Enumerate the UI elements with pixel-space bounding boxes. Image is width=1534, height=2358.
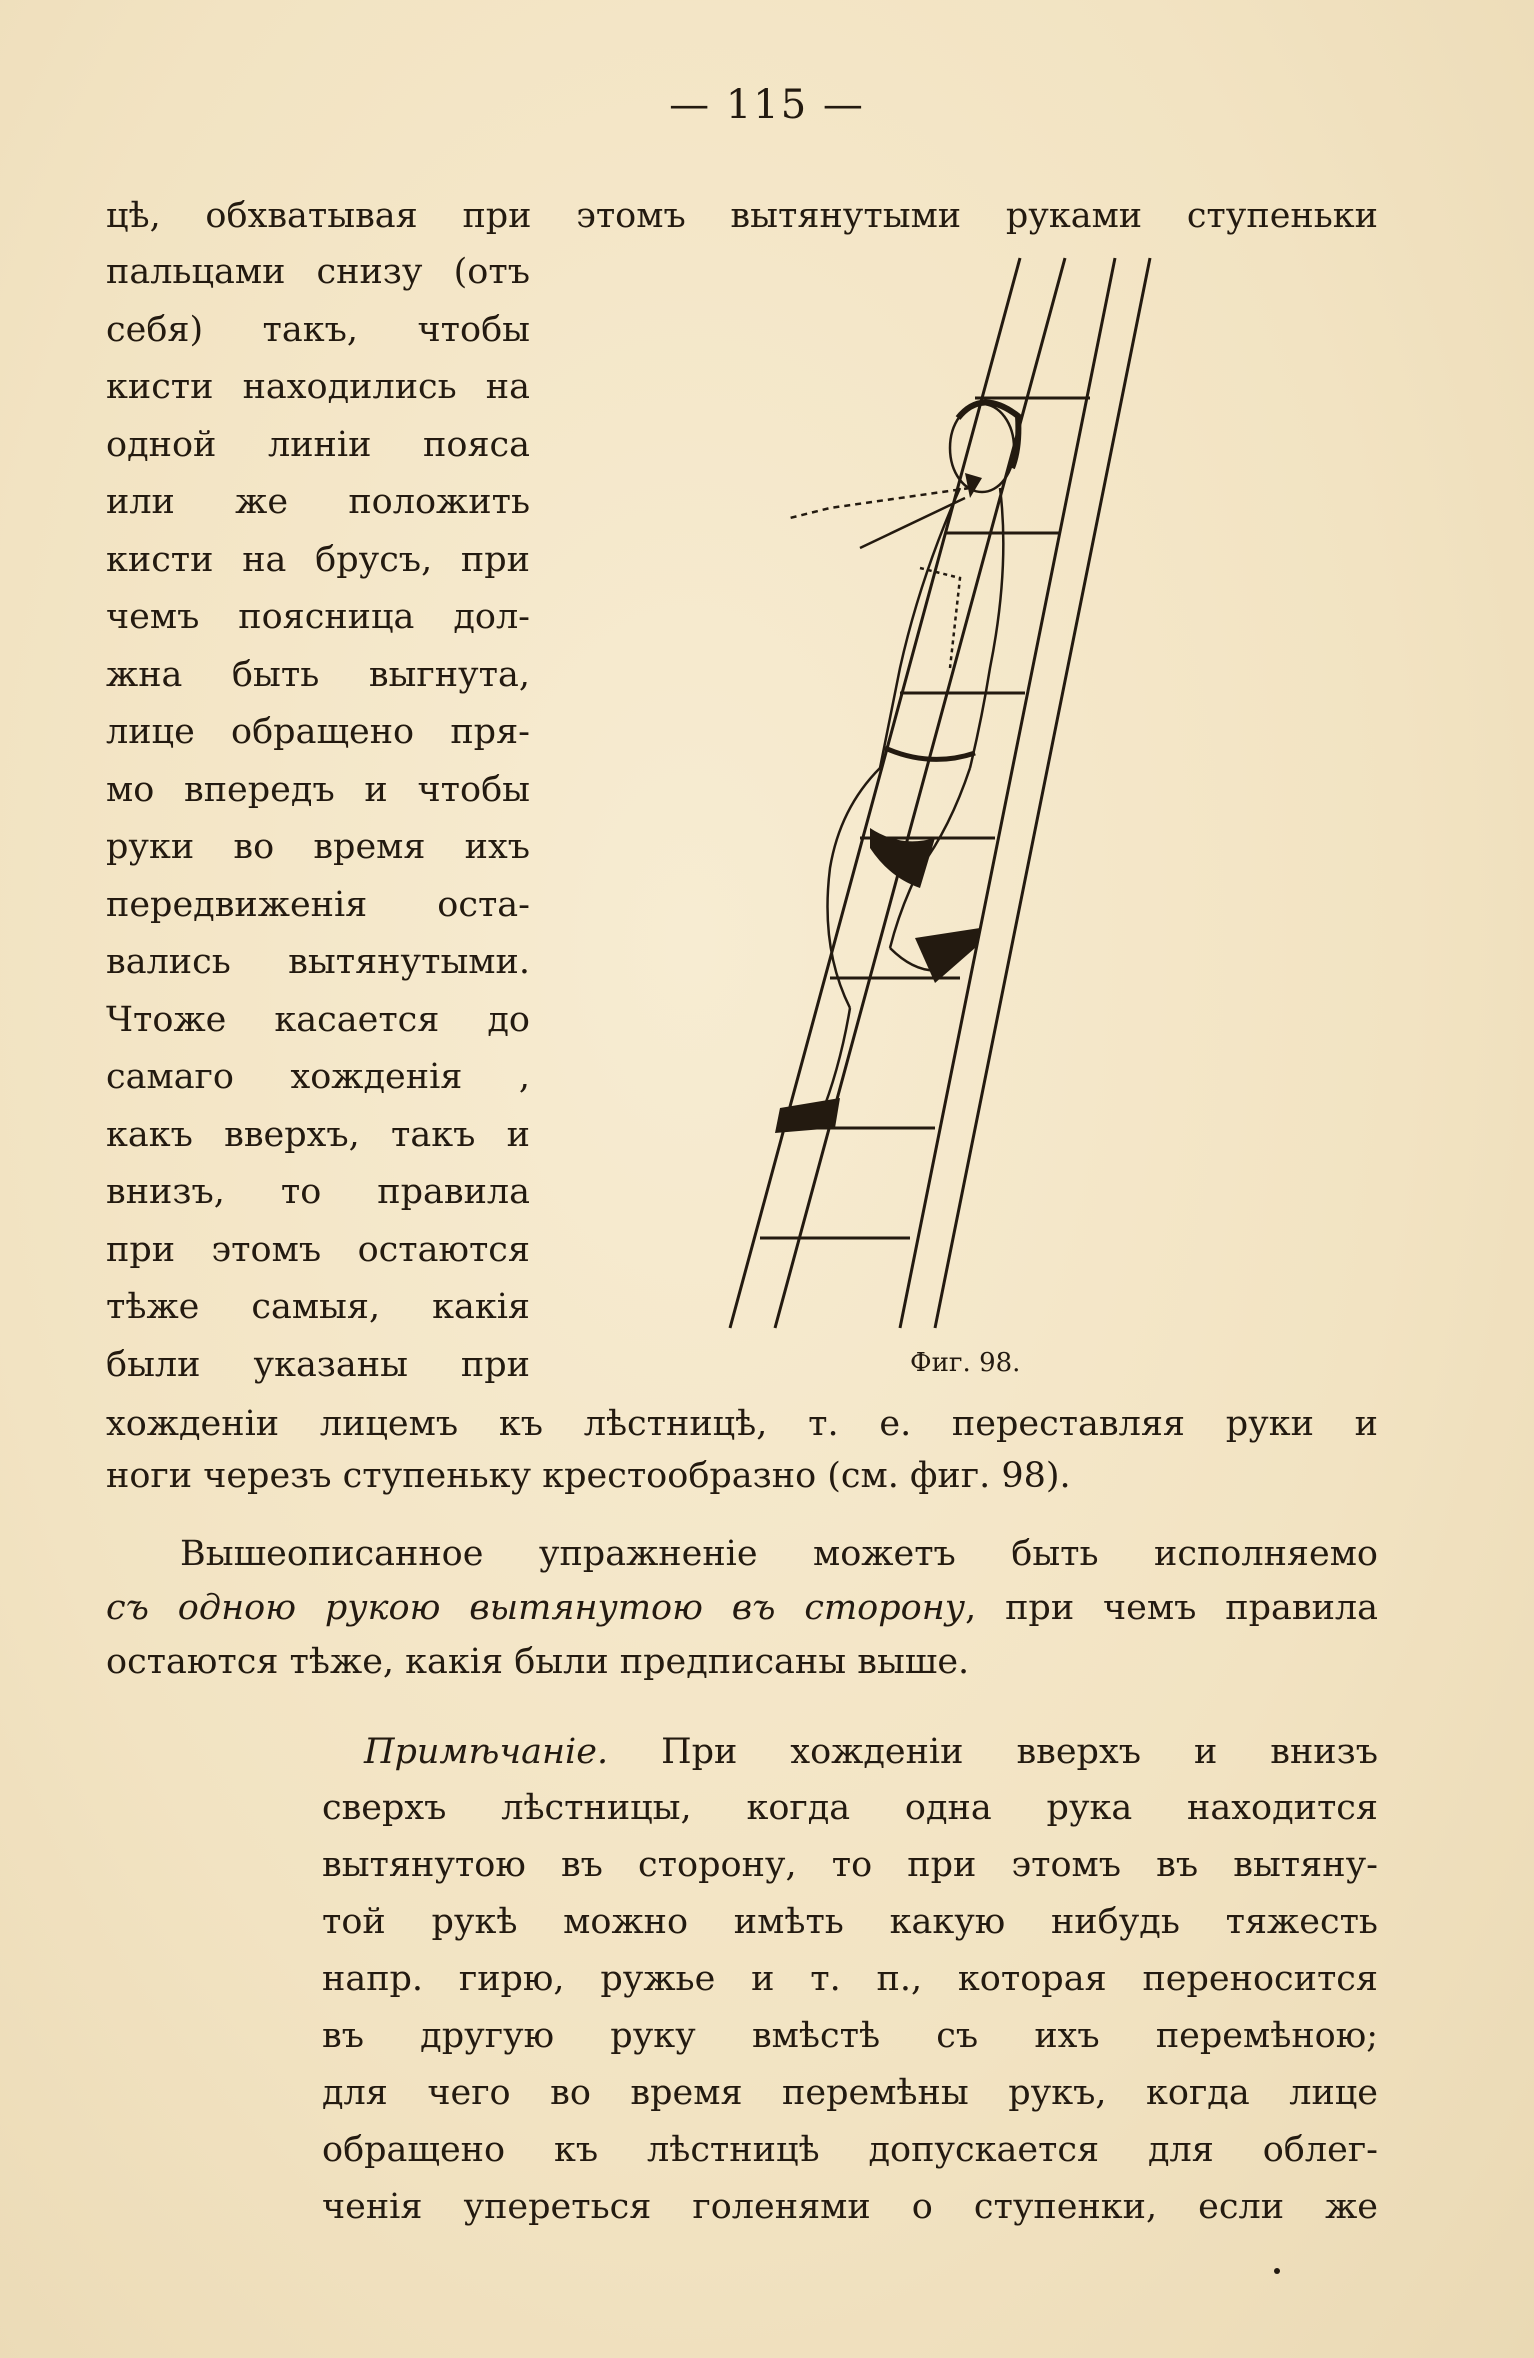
note-text-line: вытянутою въ сторону, то при этомъ въ вытяну- bbox=[322, 1845, 1378, 1885]
wrapped-text-line: при этомъ остаются bbox=[106, 1229, 530, 1270]
text-line: остаются тѣже, какія были предписаны выше. bbox=[106, 1642, 970, 1682]
wrapped-text-line: пальцами снизу (отъ bbox=[106, 252, 530, 292]
figure-98-ladder-illustration bbox=[720, 248, 1240, 1348]
wrapped-text-line: передвиженія оста- bbox=[106, 884, 530, 925]
wrapped-text-line: вались вытянутыми. bbox=[106, 942, 530, 982]
text-line: хожденіи лицемъ къ лѣстницѣ, т. е. переставляя руки и bbox=[106, 1404, 1378, 1444]
wrapped-text-line: одной линіи пояса bbox=[106, 424, 530, 465]
ink-speck bbox=[1274, 2268, 1280, 2274]
wrapped-text-line: тѣже самыя, какія bbox=[106, 1287, 530, 1327]
italic-phrase: съ одною рукою вытянутою въ сторону bbox=[106, 1588, 966, 1628]
note-text-line: сверхъ лѣстницы, когда одна рука находится bbox=[322, 1788, 1378, 1828]
text-line: ноги черезъ ступеньку крестообразно (см. фиг. 98). bbox=[106, 1456, 1071, 1496]
note-text-line: ченія упереться голенями о ступенки, если же bbox=[322, 2187, 1378, 2227]
wrapped-text-line: жна быть выгнута, bbox=[106, 654, 530, 695]
wrapped-text-line: или же положить bbox=[106, 482, 530, 522]
note-text-line: въ другую руку вмѣстѣ съ ихъ перемѣною; bbox=[322, 2016, 1378, 2056]
wrapped-text-line: кисти находились на bbox=[106, 367, 530, 407]
wrapped-text-line: Чтоже касается до bbox=[106, 999, 530, 1040]
wrapped-text-line: внизъ, то правила bbox=[106, 1172, 530, 1212]
wrapped-text-line: самаго хожденія , bbox=[106, 1057, 530, 1097]
figure-caption: Фиг. 98. bbox=[910, 1348, 1021, 1378]
page-number: — 115 — bbox=[669, 82, 865, 128]
wrapped-text-line: кисти на брусъ, при bbox=[106, 539, 530, 580]
note-text-line: той рукѣ можно имѣть какую нибудь тяжесть bbox=[322, 1902, 1378, 1942]
note-text-line: напр. гирю, ружье и т. п., которая переносится bbox=[322, 1959, 1378, 1999]
ladder-rail-left bbox=[730, 258, 1020, 1328]
figure-foot-lower bbox=[775, 1098, 840, 1133]
ladder-climber-drawing bbox=[720, 248, 1240, 1348]
text-span: При хожденіи вверхъ и внизъ bbox=[608, 1732, 1378, 1772]
text-line bbox=[106, 1582, 1378, 1634]
wrapped-text-line: руки во время ихъ bbox=[106, 827, 530, 867]
ladder-rail-outer bbox=[935, 258, 1150, 1328]
wrapped-text-line: какъ вверхъ, такъ и bbox=[106, 1114, 530, 1155]
text-line-top: цѣ, обхватывая при этомъ вытянутыми руками ступеньки bbox=[106, 196, 1378, 236]
ladder-rail-right bbox=[900, 258, 1115, 1328]
wrapped-text-line: лице обращено пря- bbox=[106, 712, 530, 752]
wrapped-text-line: чемъ поясница дол- bbox=[106, 597, 530, 637]
note-label: Примѣчаніе. bbox=[364, 1732, 609, 1772]
wrapped-text-line: мо впередъ и чтобы bbox=[106, 769, 530, 810]
ladder-rail-inner bbox=[775, 258, 1065, 1328]
text-line: Вышеописанное упражненіе можетъ быть исполняемо bbox=[180, 1534, 1378, 1574]
text-span: , при чемъ правила bbox=[965, 1588, 1378, 1628]
wrapped-text-line: себя) такъ, чтобы bbox=[106, 309, 530, 350]
note-text-line: для чего во время перемѣны рукъ, когда лице bbox=[322, 2073, 1378, 2113]
note-first-line bbox=[364, 1726, 1378, 1778]
wrapped-text-line: были указаны при bbox=[106, 1344, 530, 1385]
note-text-line: обращено къ лѣстницѣ допускается для облег- bbox=[322, 2130, 1378, 2170]
